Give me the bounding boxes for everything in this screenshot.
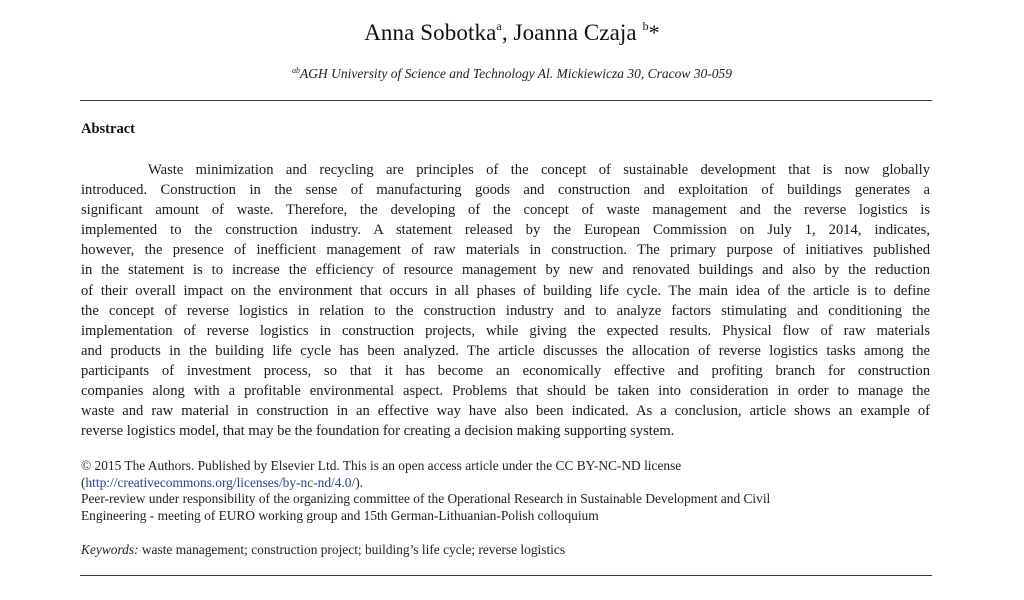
top-divider bbox=[80, 100, 932, 101]
abstract-line: of their overall impact on the environment that occurs in all phases of building life cycle. The main idea of the article is to define bbox=[81, 282, 930, 299]
affiliation-mark: b bbox=[642, 19, 649, 33]
peer-review-line: Engineering - meeting of EURO working group and 15th German-Lithuanian-Polish colloquium bbox=[81, 507, 599, 523]
keywords-label: Keywords: bbox=[81, 542, 139, 557]
peer-review-line: Peer-review under responsibility of the organizing committee of the Operational Research in Sustainable Development and Civil bbox=[81, 491, 771, 507]
abstract-heading: Abstract bbox=[81, 121, 135, 137]
abstract-line: the concept of reverse logistics in relation to the construction industry and to analyze factors stimulating and conditioning the bbox=[81, 302, 930, 319]
copyright-line: © 2015 The Authors. Published by Elsevier Ltd. This is an open access article under the CC BY-NC-ND license bbox=[81, 458, 682, 473]
abstract-line: implementation of reverse logistics in construction projects, while giving the expected results. Physical flow of raw materials bbox=[81, 322, 930, 339]
author-separator: , bbox=[501, 20, 514, 45]
abstract-line: in the statement is to increase the efficiency of resource management by new and renovated buildings and also by the reduction bbox=[81, 262, 930, 279]
abstract-body bbox=[81, 160, 930, 441]
license-link[interactable]: http://creativecommons.org/licenses/by-nc-nd/4.0/ bbox=[85, 474, 356, 490]
authors-line bbox=[0, 20, 1024, 46]
abstract-line: Waste minimization and recycling are principles of the concept of sustainable development that is now globally bbox=[148, 162, 930, 178]
license-link-line bbox=[81, 475, 941, 492]
abstract-line: implemented to the construction industry. A statement released by the European Commission on July 1, 2014, indicates, bbox=[81, 222, 930, 239]
keywords-text: waste management; construction project; building’s life cycle; reverse logistics bbox=[138, 542, 566, 557]
abstract-line: however, the presence of inefficient management of raw materials in construction. The primary purpose of initiatives published bbox=[81, 242, 930, 259]
affiliation-line bbox=[0, 66, 1024, 82]
keywords-line bbox=[81, 542, 565, 558]
license-block bbox=[81, 458, 941, 524]
author-name: Anna Sobotka bbox=[364, 20, 497, 45]
affiliation-text: AGH University of Science and Technology Al. Mickiewicza 30, Cracow 30-059 bbox=[300, 66, 732, 81]
paren-open: ( bbox=[81, 474, 86, 490]
abstract-line: and products in the building life cycle has been analyzed. The article discusses the allocation of reverse logistics tasks among the bbox=[81, 342, 930, 359]
abstract-line: introduced. Construction in the sense of manufacturing goods and construction and exploitation of buildings generates a bbox=[81, 182, 930, 199]
bottom-divider bbox=[80, 575, 932, 576]
abstract-line: reverse logistics model, that may be the foundation for creating a decision making supporting system. bbox=[81, 423, 675, 440]
abstract-line: waste and raw material in construction in an effective way have also been indicated. As a conclusion, article shows an example of bbox=[81, 403, 930, 420]
affiliation-marks: ab bbox=[292, 66, 301, 75]
author-name: Joanna Czaja bbox=[513, 20, 643, 45]
affiliation-mark: a bbox=[496, 19, 502, 33]
corresponding-author-mark: * bbox=[648, 20, 660, 45]
abstract-line: companies along with a profitable environmental aspect. Problems that should be taken into consideration in order to manage the bbox=[81, 383, 930, 400]
paren-close: ). bbox=[355, 474, 364, 490]
abstract-line: participants of investment process, so that it has become an economically effective and profiting branch for construction bbox=[81, 362, 930, 379]
abstract-line: significant amount of waste. Therefore, the developing of the concept of waste management and the reverse logistics is bbox=[81, 202, 930, 219]
